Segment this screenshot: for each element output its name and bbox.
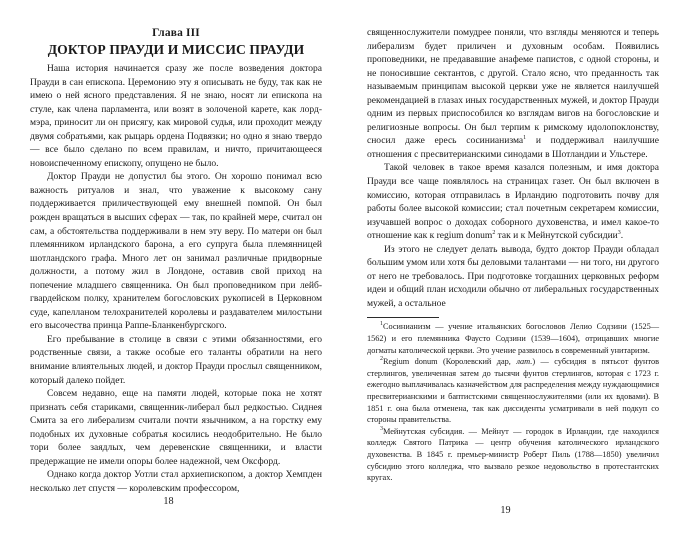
page-number-left: 18 [163,496,174,507]
footnote-separator-rule [367,317,439,318]
footnote-marker: 3 [380,426,383,433]
footnote-lead: Мейнутская субсидия. [382,426,465,436]
footnote-text: — Мейнут — городок в Ирландии, где находился колледж Святого Патрика — центр обучения католического ирландского духовенства. В 1845 г. премьер-министр Роберт Пиль (1788—1850) увеличил субсидию этого колледжа, что вызвало резкое недовольство в протестантских кругах. [367,426,659,483]
footnote-latin-abbrev: лат. [516,357,533,367]
footnote-ref-2[interactable]: 2 [492,230,496,237]
chapter-title: ДОКТОР ПРАУДИ И МИССИС ПРАУДИ [47,42,305,57]
footnote-ref-3[interactable]: 3 [617,230,621,237]
footnote-text: — учение итальянских богословов Лелио Содзини (1525—1562) и его племянника Фаусто Содзини (1539—1604), отрицавших многие догматы католической церкви. Это учение развилось в современный унитаризм. [367,322,659,355]
footnote-item [367,321,659,356]
paragraph: Однако когда доктор Уотли стал архиепископом, а доктор Хемпден несколько лет спустя — королевским профессором, [30,469,322,494]
left-page-body [30,62,322,496]
footnote-item [367,426,659,484]
paragraph [367,26,659,161]
footnote-marker: 1 [380,321,383,328]
paragraph [367,161,659,242]
paragraph-text-tail: так и к Мейнутской субсидии [495,230,618,242]
footnote-lead: Сосинианизм [382,322,431,332]
chapter-heading [30,26,322,59]
paragraph: Доктор Прауди не допустил бы этого. Он хорошо понимал всю важность ритуалов и знал, что уважение к высокому сану поддерживается приличествующей ему внешней помпой. Он был рожден вращаться в высших сферах — так, по крайней мере, считал он сам, а обстоятельства поддерживали в нем эту веру. По матери он был племянником ирландского барона, а его супруга была племянницей шотландского графа. Много лет он занимал различные придворные должности, а потому жил в Лондоне, оставив свой приход на попечение младшего священника. Он был проповедником при лейб-гвардейском полку, хранителем богословских рукописей в Церковном суде, капелланом телохранителей королевы и раздавателем милостыни его высочества принца Раппе-Бланкенбургского. [30,171,322,332]
footnote-ref-1[interactable]: 1 [523,135,527,142]
footnote-item [367,356,659,426]
paragraph: Наша история начинается сразу же после возведения доктора Прауди в сан епископа. Церемонию эту я описывать не буду, так как не имею о ней ясного представления. Я не знаю, носят ли епископа на стуле, как члена парламента, или возят в золоченой карете, как лорд-мэра, приносит ли он присягу, как мировой судья, или проходит между двумя собратьями, как рыцарь ордена Подвязки; но одно я знаю твердо — все было сделано по всем правилам, и ничто, причитающееся новоиспеченному епископу, опущено не было. [30,63,322,169]
footnote-lead: Regium donum [382,357,438,367]
right-page-body [367,26,659,310]
footnote-text-before-italic: (Королевский дар, [437,357,517,367]
footnote-marker: 2 [380,356,383,363]
right-page [337,0,674,540]
paragraph: Из этого не следует делать вывода, будто доктор Прауди обладал большим умом или хотя бы деловыми талантами — ни того, ни другого от него не требовалось. При подготовке тогдашних церковных реформ идеи и общий план исходили обычно от либеральных государственных мужей, а остальное [367,243,659,309]
paragraph-text: священнослужители помудрее поняли, что взгляды меняются и теперь либерализм будет приличен и духовным особам. Появились проповедники, не предававшие анафеме папистов, с одной стороны, и не поносившие сектантов, с другой. Стало ясно, что преданность так называемым принципам высокой церкви уже не является наилучшей рекомендацией в глазах иных государственных мужей, и доктор Прауди одним из первых приспособился ко взглядам вигов на богословские и религиозные вопросы. Он был терпим к римскому идолопоклонству, сносил даже ересь сосинианизма [367,27,659,147]
page-number-right: 19 [500,505,511,516]
paragraph: Его пребывание в столице в связи с этими обязанностями, его родственные связи, а также особые его таланты обратили на него внимание влиятельных людей, и доктор Прауди прослыл священником, который далеко пойдет. [30,333,322,386]
paragraph-text-tail: и поддерживал наилучшие отношения с пресвитерианскими синодами в Шотландии и Ульстере. [367,135,659,160]
paragraph-text: Такой человек в такое время казался полезным, и имя доктора Прауди все чаще появлялось на страницах газет. Он был включен в комиссию, которая отправилась в Ирландию подготовить почву для работы более высокой комиссии; стал почетным секретарем комиссии, изучавшей вопрос о доходах соборного духовенства, и имел какое-то отношение как к regium donum [367,162,659,242]
footnotes-block [367,317,659,483]
paragraph: Совсем недавно, еще на памяти людей, которые пока не хотят признать себя стариками, священник-либерал был редкостью. Сиднея Смита за его либерализм считали почти язычником, а на горстку ему подобных их духовные собратья косились неодобрительно. Не было тори более заядлых, чем деревенские священники, и власти предержащие не имели опоры более надежной, чем Оксфорд. [30,388,322,467]
footnote-text: ) — субсидия в пятьсот фунтов стерлингов, увеличенная затем до тысячи фунтов стерлингов, которая с 1723 г. ежегодно выплачивалась казначейством для распределения между нуждающимися пресвитерианскими и баптистскими священнослужителями (или их вдовами). В 1851 г. она была отменена, так как диссиденты усматривали в ней подкуп со стороны правительства. [367,357,660,425]
chapter-label: Глава III [152,27,200,39]
paragraph-text-end: . [620,230,624,242]
